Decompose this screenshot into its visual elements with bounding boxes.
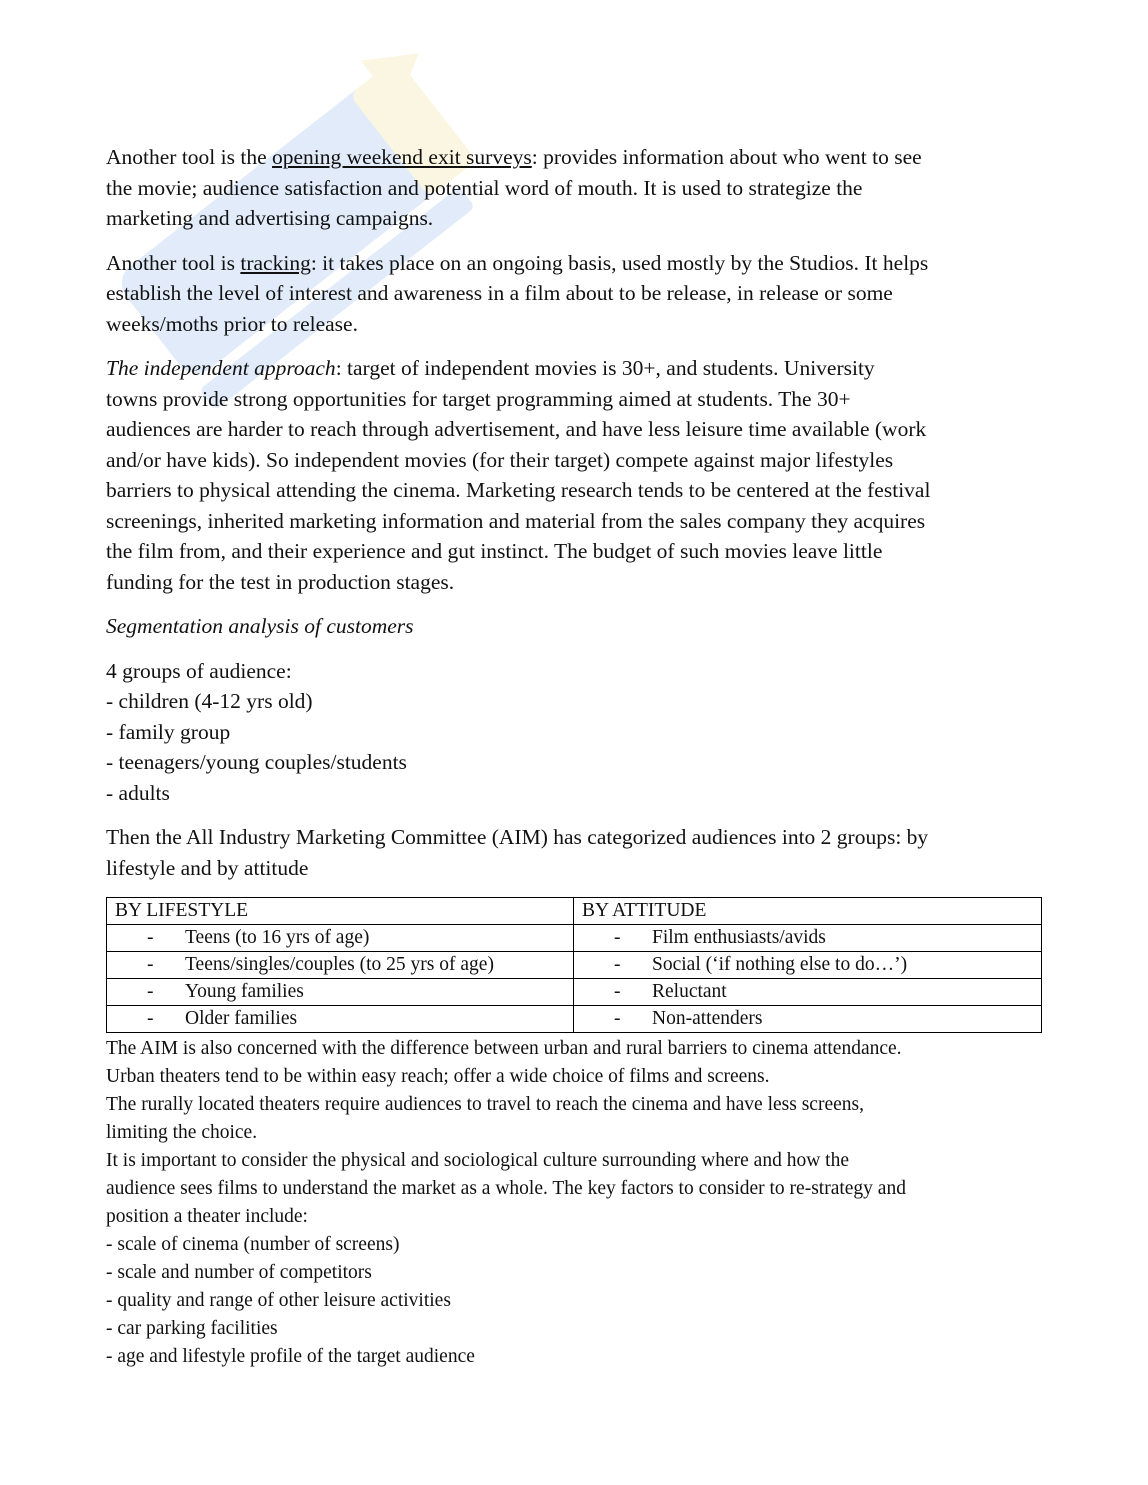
- text-line: audience sees films to understand the market as a whole. The key factors to consider to re-strategy and: [106, 1178, 906, 1199]
- list-item: - quality and range of other leisure activities: [106, 1290, 451, 1311]
- cell-text: Social (‘if nothing else to do…’): [652, 954, 908, 975]
- main-text: [106, 142, 1046, 883]
- table-cell: [574, 925, 1042, 952]
- text-line: Urban theaters tend to be within easy reach; offer a wide choice of films and screens.: [106, 1066, 770, 1087]
- text-line: towns provide strong opportunities for target programming aimed at students. The 30+: [106, 386, 851, 411]
- table-row: [107, 979, 1042, 1006]
- dash: -: [614, 954, 621, 975]
- term-tracking: tracking: [240, 250, 311, 275]
- table-cell: [574, 979, 1042, 1006]
- list-item: - scale and number of competitors: [106, 1262, 372, 1283]
- dash: -: [147, 1008, 154, 1029]
- text-line: the film from, and their experience and gut instinct. The budget of such movies leave little: [106, 539, 883, 563]
- text-line: funding for the test in production stages.: [106, 569, 455, 594]
- text-line: audiences are harder to reach through advertisement, and have less leisure time available (work: [106, 417, 927, 441]
- table-row: [107, 952, 1042, 979]
- table-cell: [107, 1006, 574, 1033]
- text-line: It is important to consider the physical and sociological culture surrounding where and how the: [106, 1150, 849, 1171]
- cell-text: Young families: [185, 981, 304, 1002]
- closing-text: [106, 1035, 1046, 1371]
- aim-categories-table: [106, 897, 1042, 1033]
- dash: -: [147, 927, 154, 948]
- text-line: the movie; audience satisfaction and potential word of mouth. It is used to strategize the: [106, 175, 863, 200]
- text: Another tool is: [106, 250, 241, 275]
- text-line: limiting the choice.: [106, 1122, 258, 1143]
- dash: -: [614, 927, 621, 948]
- table-cell: [107, 925, 574, 952]
- cell-text: Non-attenders: [652, 1008, 763, 1029]
- text: : it takes place on an ongoing basis, used mostly by the Studios. It helps: [310, 250, 929, 275]
- cell-text: Film enthusiasts/avids: [652, 927, 826, 948]
- text-line: marketing and advertising campaigns.: [106, 206, 434, 230]
- text-line: position a theater include:: [106, 1206, 308, 1227]
- text-line: The AIM is also concerned with the difference between urban and rural barriers to cinema attendance.: [106, 1038, 902, 1059]
- text-line: The rurally located theaters require audiences to travel to reach the cinema and have less screens,: [106, 1094, 864, 1115]
- table-cell: [574, 1006, 1042, 1033]
- text-line: Then the All Industry Marketing Committee (AIM) has categorized audiences into 2 groups: by: [106, 825, 929, 849]
- list-item: - adults: [106, 780, 170, 805]
- table-cell: [107, 979, 574, 1006]
- list-intro: 4 groups of audience:: [106, 658, 292, 683]
- text-line: lifestyle and by attitude: [106, 855, 309, 880]
- term-independent-approach: The independent approach: [106, 356, 336, 380]
- document-page: [106, 128, 1046, 1371]
- text-line: and/or have kids). So independent movies (for their target) compete against major lifestyles: [106, 447, 894, 472]
- table-row: [107, 925, 1042, 952]
- dash: -: [147, 954, 154, 975]
- list-item: - scale of cinema (number of screens): [106, 1234, 400, 1255]
- table-row: [107, 1006, 1042, 1033]
- dash: -: [614, 1008, 621, 1029]
- text-line: weeks/moths prior to release.: [106, 311, 358, 336]
- text: Another tool is the: [106, 145, 273, 169]
- list-item: - children (4-12 yrs old): [106, 689, 313, 713]
- text-line: establish the level of interest and awareness in a film about to be release, in release or some: [106, 281, 893, 305]
- dash: -: [614, 981, 621, 1002]
- cell-text: Older families: [185, 1008, 298, 1029]
- dash: -: [147, 981, 154, 1002]
- cell-text: Reluctant: [652, 981, 727, 1002]
- term-opening-weekend-exit-surveys: opening weekend exit surveys: [272, 145, 532, 169]
- cell-text: Teens/singles/couples (to 25 yrs of age): [185, 954, 494, 975]
- cell-text: Teens (to 16 yrs of age): [185, 927, 370, 948]
- section-heading: Segmentation analysis of customers: [106, 614, 414, 638]
- table-header-row: [107, 898, 1042, 925]
- list-item: - car parking facilities: [106, 1318, 278, 1339]
- text-line: barriers to physical attending the cinema. Marketing research tends to be centered at the festival: [106, 478, 931, 502]
- header-by-lifestyle: BY LIFESTYLE: [107, 898, 574, 925]
- list-item: - teenagers/young couples/students: [106, 750, 407, 774]
- list-item: - age and lifestyle profile of the target audience: [106, 1346, 475, 1367]
- header-by-attitude: BY ATTITUDE: [574, 898, 1042, 925]
- table-cell: [574, 952, 1042, 979]
- table-cell: [107, 952, 574, 979]
- list-item: - family group: [106, 719, 231, 744]
- text: : provides information about who went to see: [531, 145, 922, 169]
- text: : target of independent movies is 30+, and students. University: [335, 356, 875, 380]
- text-line: screenings, inherited marketing information and material from the sales company they acquires: [106, 508, 926, 533]
